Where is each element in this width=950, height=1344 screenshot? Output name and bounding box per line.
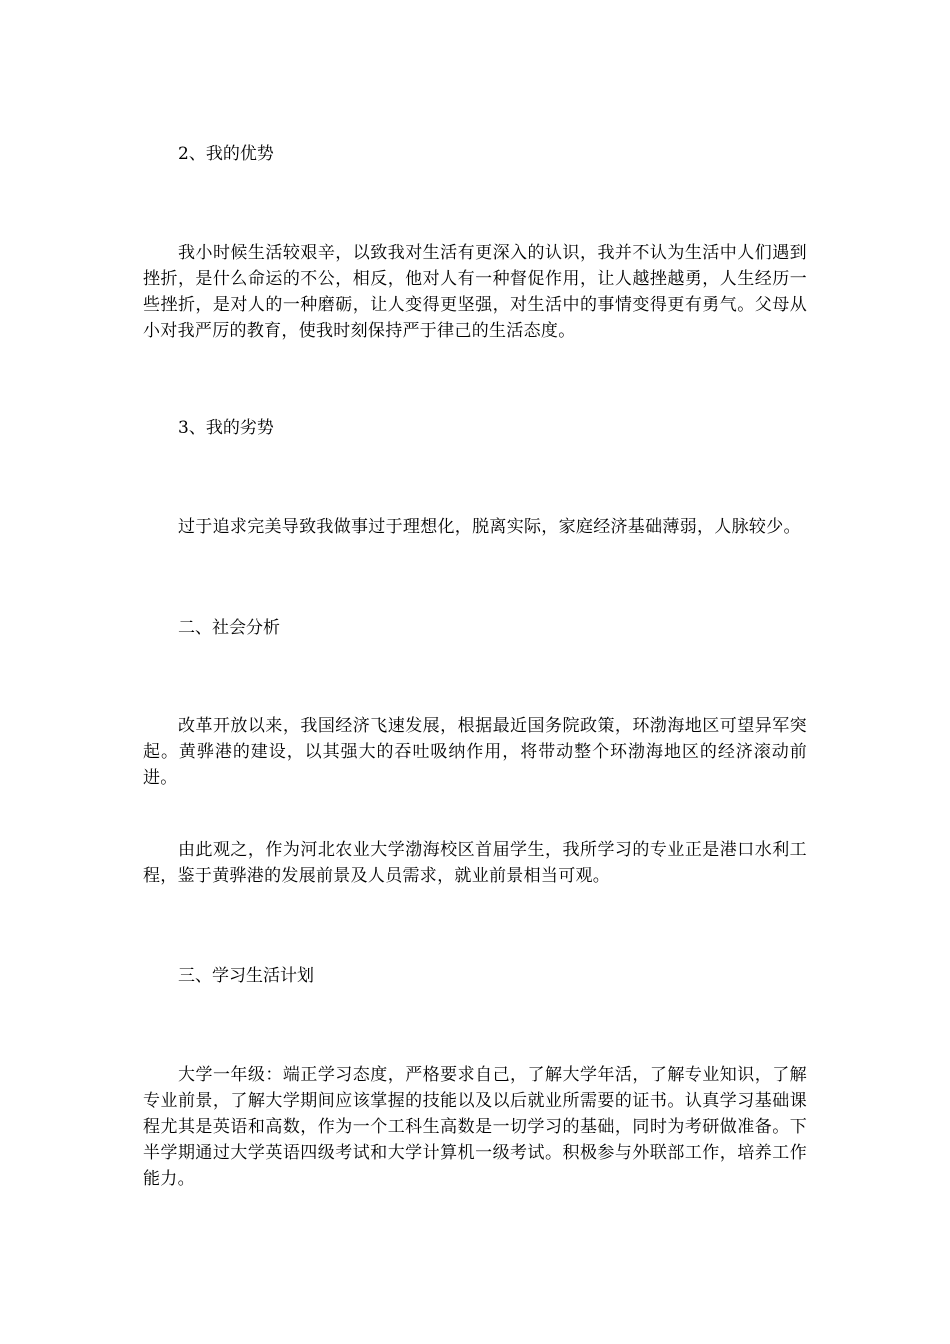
section-heading-advantage: 2、我的优势	[178, 144, 274, 164]
paragraph-social-analysis-1: 改革开放以来，我国经济飞速发展，根据最近国务院政策，环渤海地区可望异军突起。黄骅港的建设，以其强大的吞吐吸纳作用，将带动整个环渤海地区的经济滚动前进。	[143, 716, 807, 788]
section-heading-disadvantage: 3、我的劣势	[178, 418, 274, 438]
paragraph-study-plan-year1: 大学一年级：端正学习态度，严格要求自己，了解大学年活，了解专业知识，了解专业前景，了解大学期间应该掌握的技能以及以后就业所需要的证书。认真学习基础课程尤其是英语和高数，作为一个工科生高数是一切学习的基础，同时为考研做准备。下半学期通过大学英语四级考试和大学计算机一级考试。积极参与外联部工作，培养工作能力。	[143, 1065, 807, 1189]
section-heading-social-analysis: 二、社会分析	[178, 618, 280, 638]
paragraph-social-analysis-2: 由此观之，作为河北农业大学渤海校区首届学生，我所学习的专业正是港口水利工程，鉴于黄骅港的发展前景及人员需求，就业前景相当可观。	[143, 840, 807, 886]
paragraph-disadvantage: 过于追求完美导致我做事过于理想化，脱离实际，家庭经济基础薄弱，人脉较少。	[178, 517, 801, 537]
section-heading-study-plan: 三、学习生活计划	[178, 966, 314, 986]
paragraph-advantage: 我小时候生活较艰辛，以致我对生活有更深入的认识，我并不认为生活中人们遇到挫折，是什么命运的不公，相反，他对人有一种督促作用，让人越挫越勇，人生经历一些挫折，是对人的一种磨砺，让人变得更坚强，对生活中的事情变得更有勇气。父母从小对我严厉的教育，使我时刻保持严于律己的生活态度。	[143, 243, 807, 341]
